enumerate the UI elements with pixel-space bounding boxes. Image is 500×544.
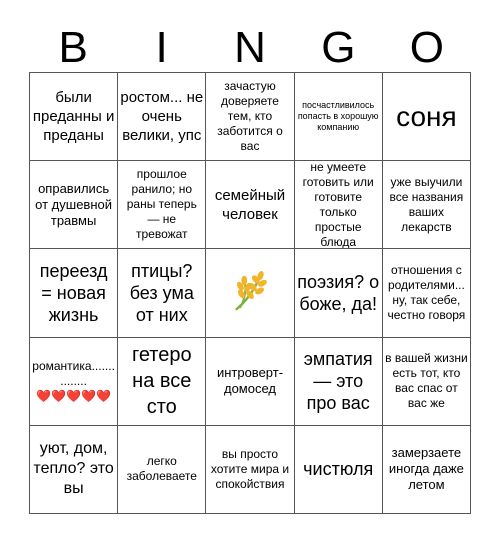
bingo-cell[interactable] [206, 161, 294, 249]
cell-text: уже выучили все названия ваших лекарств [389, 174, 464, 234]
header-letter-g: G [321, 23, 356, 72]
cell-text: уют, дом, тепло? это вы [33, 440, 114, 498]
bingo-cell[interactable] [30, 161, 118, 249]
cell-text: вы просто хотите мира и спокойствия [210, 446, 290, 491]
cell-text: соня [396, 100, 457, 132]
bingo-cell[interactable] [383, 426, 471, 514]
bingo-cell[interactable] [295, 161, 383, 249]
header-letter-b: B [58, 23, 88, 72]
cell-text: переезд = новая жизнь [39, 260, 108, 325]
bingo-cell[interactable] [383, 249, 471, 337]
wheat-icon [227, 267, 273, 318]
bingo-cell[interactable] [118, 426, 206, 514]
cell-text: эмпатия — это про вас [303, 349, 373, 414]
bingo-cell[interactable] [383, 73, 471, 161]
header-letter-n: N [234, 23, 266, 72]
cell-text: в вашей жизни есть тот, кто вас спас от вас же [385, 351, 468, 411]
bingo-cell[interactable] [206, 73, 294, 161]
bingo-cell[interactable] [30, 73, 118, 161]
bingo-cell[interactable] [206, 338, 294, 426]
cell-text: интроверт-домосед [216, 365, 284, 397]
header-letter-o: O [409, 23, 444, 72]
cell-text: чистюля [303, 459, 374, 480]
cell-text: семейный человек [214, 186, 286, 223]
cell-text: ростом... не очень велики, упс [120, 89, 204, 145]
cell-text: зачастую доверяете тем, кто заботится о вас [217, 79, 283, 154]
bingo-header [29, 18, 471, 78]
bingo-cell[interactable] [383, 338, 471, 426]
bingo-cell[interactable] [295, 426, 383, 514]
bingo-cell[interactable] [295, 73, 383, 161]
bingo-cell[interactable] [295, 338, 383, 426]
bingo-cell[interactable] [118, 161, 206, 249]
cell-text: прошлое ранило; но раны теперь — не тревожат [126, 167, 197, 242]
cell-text: посчастливилось попасть в хорошую компанию [297, 100, 379, 133]
bingo-grid [29, 72, 471, 514]
bingo-cell[interactable] [118, 338, 206, 426]
free-space-cell[interactable] [206, 249, 294, 337]
cell-text: были преданны и преданы [32, 89, 115, 145]
bingo-cell[interactable] [30, 338, 118, 426]
bingo-cell[interactable] [30, 426, 118, 514]
hearts-emoji: ❤️❤️❤️❤️❤️ [36, 388, 111, 403]
cell-text: замерзаете иногда даже летом [388, 445, 464, 493]
bingo-cell[interactable] [30, 249, 118, 337]
bingo-cell[interactable] [118, 73, 206, 161]
cell-text: птицы? без ума от них [129, 260, 194, 325]
header-letter-i: I [155, 23, 168, 72]
cell-text: легко заболеваете [126, 454, 197, 484]
cell-text-group [32, 359, 115, 404]
bingo-cell[interactable] [383, 161, 471, 249]
cell-text: поэзия? о боже, да! [297, 271, 380, 314]
cell-text: отношения с родителями... ну, так себе, честно говоря [387, 262, 466, 322]
bingo-cell[interactable] [118, 249, 206, 337]
bingo-cell[interactable] [295, 249, 383, 337]
cell-text: романтика............... [32, 358, 115, 388]
bingo-cell[interactable] [206, 426, 294, 514]
cell-text: не умеете готовить или готовите только простые блюда [302, 161, 374, 249]
cell-text: оправились от душевной травмы [35, 180, 113, 228]
cell-text: гетеро на все сто [131, 344, 192, 419]
